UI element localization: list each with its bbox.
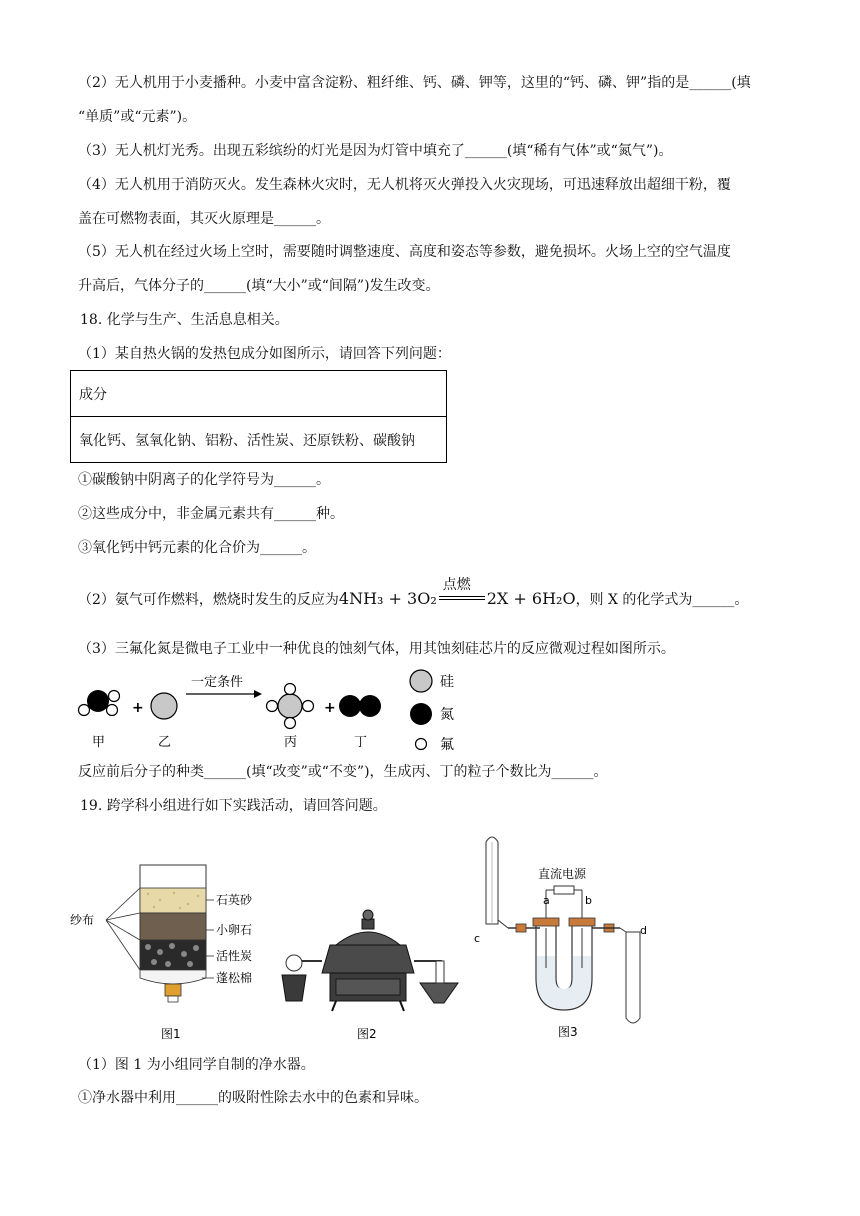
equation-arrow — [437, 577, 487, 610]
legend-f-icon — [416, 739, 427, 750]
test-tube-d — [626, 932, 640, 1023]
molecule-jia — [79, 690, 120, 716]
label-dc-power: 直流电源 — [538, 867, 587, 881]
label-bing: 丙 — [284, 735, 298, 750]
water — [537, 956, 591, 1009]
label-yi: 乙 — [158, 735, 172, 750]
label-d: d — [640, 924, 647, 937]
vessel-body — [322, 945, 414, 973]
q18-a3: ③氧化钙中钙元素的化合价为______。 — [78, 540, 316, 556]
label-activated-carbon: 活性炭 — [216, 949, 253, 963]
label-c: c — [474, 932, 481, 945]
reaction-micro-diagram — [70, 664, 490, 756]
q18-sub3-question: 反应前后分子的种类______(填“改变”或“不变”)，生成丙、丁的粒子个数比为______。 — [78, 764, 608, 780]
label-b: b — [585, 894, 592, 907]
ingredients-table — [70, 370, 447, 463]
table-header: 成分 — [71, 371, 447, 417]
table-cell: 氧化钙、氢氧化钠、铝粉、活性炭、还原铁粉、碳酸钠 — [71, 417, 447, 463]
figure-1-water-purifier — [70, 860, 280, 1045]
figure-3-electrolysis — [470, 828, 670, 1046]
q18-a1: ①碳酸钠中阴离子的化学符号为______。 — [78, 472, 330, 488]
valve-left — [516, 924, 526, 932]
quartz-sand-layer — [140, 888, 206, 913]
plus-1: + — [132, 700, 144, 716]
plus-2: + — [324, 700, 336, 716]
q17-p5-line2: 升高后，气体分子的______(填“大小”或“间隔”)发生改变。 — [78, 278, 440, 294]
q17-p2-line1: （2）无人机用于小麦播种。小麦中富含淀粉、粗纤维、钙、磷、钾等，这里的“钙、磷、钾”指的是______(填 — [78, 75, 751, 91]
label-pebbles: 小卵石 — [216, 923, 253, 937]
legend-n-icon — [410, 703, 432, 725]
equation-condition: 点燃 — [442, 577, 471, 593]
faucet — [165, 984, 181, 996]
q19-title: 19. 跨学科小组进行如下实践活动，请回答问题。 — [80, 798, 387, 814]
molecule-ding — [339, 695, 381, 717]
equation-left: 4NH₃ + 3O₂ — [338, 589, 437, 608]
q18-sub2-post: ，则 X 的化学式为______。 — [575, 592, 749, 608]
legend-n: 氮 — [440, 707, 454, 723]
left-beaker — [282, 975, 306, 1001]
equation-right: 2X + 6H₂O — [486, 589, 576, 608]
label-gauze: 纱布 — [70, 913, 95, 927]
legend-si-icon — [410, 670, 432, 692]
molecule-bing — [267, 684, 314, 729]
atom-yi — [151, 693, 177, 719]
right-funnel — [420, 983, 458, 1003]
label-cotton: 蓬松棉 — [216, 971, 253, 985]
label-jia: 甲 — [92, 735, 106, 750]
stopper-right — [569, 918, 595, 926]
arrow-label: 一定条件 — [191, 675, 244, 690]
legend-si: 硅 — [440, 674, 454, 690]
legend-f: 氟 — [440, 737, 454, 753]
label-ding: 丁 — [354, 735, 368, 750]
q18-sub3: （3）三氟化氮是微电子工业中一种优良的蚀刻气体，用其蚀刻硅芯片的反应微观过程如图所示。 — [78, 641, 675, 657]
pebble-layer — [140, 913, 206, 940]
q19-sub1: （1）图 1 为小组同学自制的净水器。 — [78, 1057, 315, 1073]
q17-p5-line1: （5）无人机在经过火场上空时，需要随时调整速度、高度和姿态等参数，避免损坏。火场上空的空气温度 — [78, 244, 731, 260]
q17-p4-line1: （4）无人机用于消防灭火。发生森林火灾时，无人机将灭火弹投入火灾现场，可迅速释放出超细干粉，覆 — [78, 177, 731, 193]
figure-2-distillation — [274, 905, 464, 1045]
caption-fig2: 图2 — [357, 1027, 377, 1041]
q18-sub2-pre: （2）氨气可作燃料，燃烧时发生的反应为 — [78, 592, 339, 608]
label-quartz-sand: 石英砂 — [216, 893, 253, 907]
caption-fig3: 图3 — [558, 1025, 578, 1039]
q18-sub1: （1）某自热火锅的发热包成分如图所示，请回答下列问题： — [78, 346, 451, 362]
power-source-icon — [554, 886, 574, 894]
caption-fig1: 图1 — [161, 1027, 181, 1041]
cotton-layer — [140, 970, 206, 984]
q18-a2: ②这些成分中，非金属元素共有______种。 — [78, 506, 344, 522]
q17-p3: （3）无人机灯光秀。出现五彩缤纷的灯光是因为灯管中填充了______(填“稀有气体”或“氮气”)。 — [78, 143, 673, 159]
q17-p2-line2: “单质”或“元素”)。 — [78, 109, 197, 125]
q18-sub2 — [78, 577, 749, 611]
stopper-left — [533, 918, 559, 926]
q18-title: 18. 化学与生产、生活息息相关。 — [80, 312, 289, 328]
label-a: a — [543, 894, 550, 907]
q19-a1: ①净水器中利用______的吸附性除去水中的色素和异味。 — [78, 1090, 428, 1106]
q17-p4-line2: 盖在可燃物表面，其灭火原理是______。 — [78, 211, 330, 227]
